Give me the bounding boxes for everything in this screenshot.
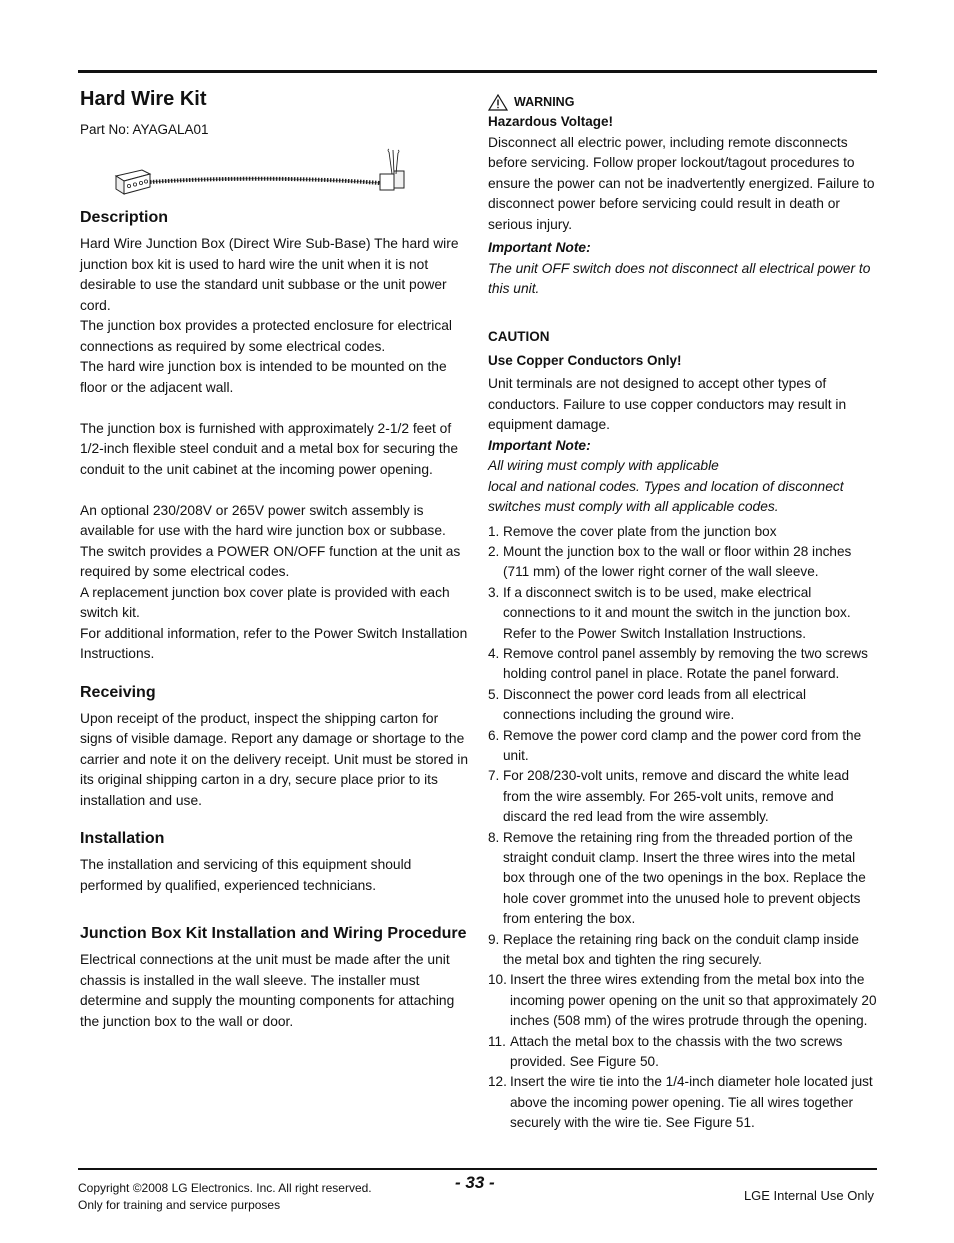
page-title: Hard Wire Kit <box>80 88 207 110</box>
list-item: 9. Replace the retaining ring back on the conduit clamp inside the metal box and tighten the ring securely. <box>488 931 859 968</box>
junction-text: Electrical connections at the unit must be made after the unit chassis is installed in the wall sleeve. The installer must determine and supply the mounting components for attaching the junction box to the wall or door. <box>80 952 455 1029</box>
warning-triangle-icon <box>488 94 508 111</box>
bottom-rule <box>78 1168 877 1170</box>
left-column <box>80 86 470 1032</box>
list-item: 5. Disconnect the power cord leads from all electrical connections including the ground wire. <box>488 686 806 723</box>
installation-heading: Installation <box>80 830 165 847</box>
warning-label-row <box>488 92 880 112</box>
list-item: 7. For 208/230-volt units, remove and discard the white lead from the wire assembly. For 265-volt units, remove and discard the red lead from the wire assembly. <box>488 768 850 825</box>
list-item: 1. Remove the cover plate from the junction box <box>488 523 777 539</box>
warning-note-text: The unit OFF switch does not disconnect all electrical power to this unit. <box>488 260 871 296</box>
internal-use-label: LGE Internal Use Only <box>743 1188 874 1203</box>
metal-box-drawing <box>380 149 404 190</box>
warning-subhead: Hazardous Voltage! <box>488 114 614 129</box>
description-paragraph: Hard Wire Junction Box (Direct Wire Sub-Base) The hard wire junction box kit is used to hard wire the unit when it is not desirable to use the standard unit subbase or the unit power cord. <box>80 236 459 313</box>
caution-note-line: local and national codes. Types and location of disconnect switches must comply with all applicable codes. <box>488 478 844 514</box>
warning-label: WARNING <box>514 95 575 109</box>
receiving-text: Upon receipt of the product, inspect the shipping carton for signs of visible damage. Report any damage or shortage to the carrier and note it on the delivery receipt. Unit must be stored in its original shipping carton in a dry, secure place prior to its installation and use. <box>80 710 469 808</box>
junction-heading: Junction Box Kit Installation and Wiring Procedure <box>80 925 467 942</box>
procedure-steps <box>488 522 880 1134</box>
junction-box-drawing <box>116 170 150 194</box>
footer-left <box>78 1180 372 1214</box>
description-paragraph: The hard wire junction box is intended to be mounted on the floor or the adjacent wall. <box>80 359 447 395</box>
hard-wire-kit-illustration <box>80 148 470 200</box>
caution-label: CAUTION <box>488 328 550 344</box>
purpose-text: Only for training and service purposes <box>78 1198 281 1212</box>
list-item: 11. Attach the metal box to the chassis with the two screws provided. See Figure 50. <box>488 1033 843 1070</box>
description-paragraph: A replacement junction box cover plate is provided with each switch kit. <box>80 584 450 620</box>
page-number: - 33 - <box>455 1173 495 1192</box>
copyright-text: Copyright ©2008 LG Electronics. Inc. All right reserved. <box>78 1181 372 1195</box>
top-rule <box>78 70 877 73</box>
list-item: 8. Remove the retaining ring from the threaded portion of the straight conduit clamp. Insert the three wires into the metal box through one of the two openings in the box. Replace the hole cover grommet into the unused hole to prevent objects from entering the box. <box>488 829 866 927</box>
warning-note-label: Important Note: <box>488 240 591 255</box>
installation-text: The installation and servicing of this equipment should performed by qualified, experienced technicians. <box>80 857 412 893</box>
conduit-figure <box>80 148 420 200</box>
description-paragraph: The junction box is furnished with approximately 2-1/2 feet of 1/2-inch flexible steel conduit and a metal box for securing the conduit to the unit cabinet at the incoming power opening. <box>80 420 459 477</box>
receiving-heading: Receiving <box>80 683 156 701</box>
list-item: 4. Remove control panel assembly by removing the two screws holding control panel in place. Rotate the panel forward. <box>488 645 868 682</box>
description-paragraph: The junction box provides a protected enclosure for electrical connections as required by some electrical codes. <box>80 318 452 354</box>
description-paragraph: For additional information, refer to the Power Switch Installation Instructions. <box>80 625 468 661</box>
list-item: 3. If a disconnect switch is to be used, make electrical connections to it and mount the switch in the junction box. Refer to the Power Switch Installation Instructions. <box>488 584 851 641</box>
part-number: Part No: AYAGALA01 <box>80 122 209 137</box>
caution-subhead: Use Copper Conductors Only! <box>488 352 682 368</box>
description-heading: Description <box>80 209 169 226</box>
list-item: 12. Insert the wire tie into the 1/4-inch diameter hole located just above the incoming power opening. Tie all wires together securely with the wire tie. See Figure 51. <box>488 1074 873 1131</box>
right-column <box>488 92 880 1134</box>
list-item: 2. Mount the junction box to the wall or floor within 28 inches (711 mm) of the lower right corner of the wall sleeve. <box>488 543 852 580</box>
list-item: 10. Insert the three wires extending from the metal box into the incoming power opening on the unit so that approximately 20 inches (508 mm) of the wires protrude through the opening. <box>488 972 877 1029</box>
caution-note-label: Important Note: <box>488 437 591 453</box>
description-paragraph: An optional 230/208V or 265V power switch assembly is available for use with the hard wire junction box or subbase. The switch provides a POWER ON/OFF function at the unit as required by some electrical codes. <box>80 502 461 579</box>
caution-text: Unit terminals are not designed to accept other types of conductors. Failure to use copper conductors may result in equipment damage. <box>488 376 847 432</box>
list-item: 6. Remove the power cord clamp and the power cord from the unit. <box>488 727 862 763</box>
caution-note-line: All wiring must comply with applicable <box>488 458 719 473</box>
warning-text: Disconnect all electric power, including remote disconnects before servicing. Follow proper lockout/tagout procedures to ensure the power can not be inadvertently energized. Failure to disconnect power before servicing could result in death or serious injury. <box>488 134 875 232</box>
